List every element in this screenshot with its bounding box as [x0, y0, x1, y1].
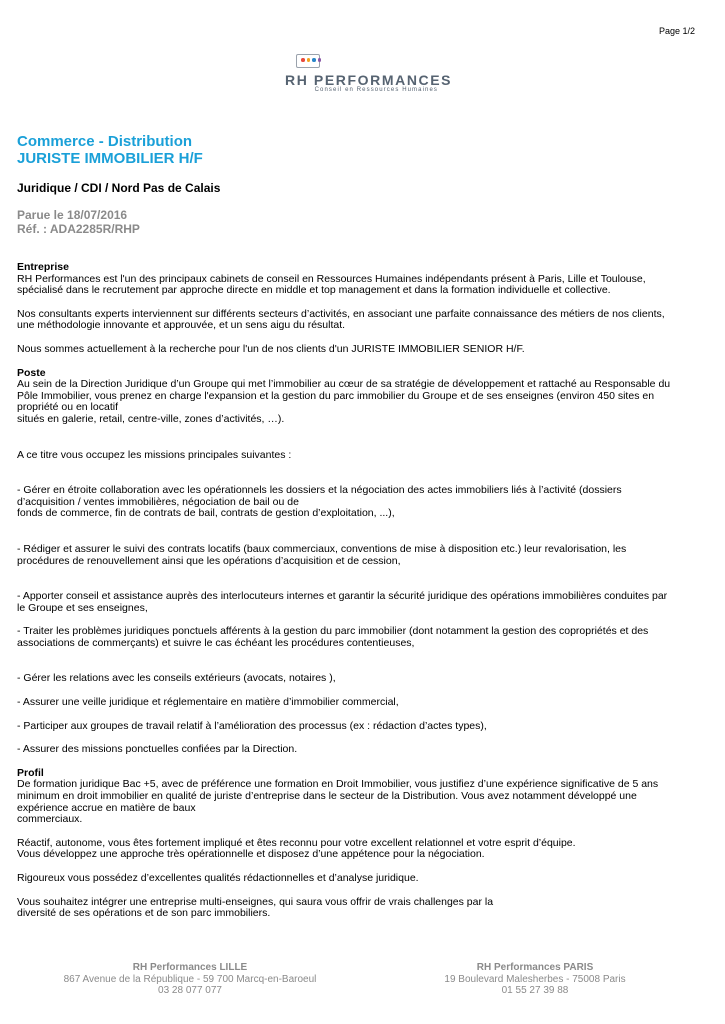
job-sector: Commerce - Distribution — [17, 133, 193, 150]
footer-office-paris — [420, 962, 650, 997]
logo-dot — [301, 58, 305, 62]
page-number: Page 1/2 — [658, 26, 695, 36]
logo-dot — [318, 58, 322, 62]
paragraph: Nos consultants experts interviennent sur différents secteurs d’activités, en associant une parfaite connaissance des métiers de nos clients, une méthodologie innovante et approuvée, et un sens aigu du résultat. — [17, 307, 665, 332]
paragraph: - Assurer une veille juridique et réglementaire en matière d’immobilier commercial, — [17, 696, 399, 709]
paragraph: De formation juridique Bac +5, avec de préférence une formation en Droit Immobilier, vous justifiez d’une expérience significative de 5 ans minimum en droit immobilier en qualité de juriste d’entreprise dans le secteur de la Distribution. Vous avez notamment développé une expérience accrue en matière de baux commerciaux. — [17, 778, 659, 826]
paragraph: - Rédiger et assurer le suivi des contrats locatifs (baux commerciaux, conventions de mise à disposition etc.) leur revalorisation, les procédures de renouvellement ainsi que les opérations d’acquisition et de cession, — [17, 542, 627, 567]
job-title: JURISTE IMMOBILIER H/F — [17, 150, 203, 167]
paragraph: Nous sommes actuellement à la recherche pour l'un de nos clients d'un JURISTE IMMOBILIER SENIOR H/F. — [17, 342, 525, 355]
section-heading: Poste — [17, 366, 46, 379]
paragraph: Au sein de la Direction Juridique d’un Groupe qui met l’immobilier au cœur de sa stratégie de développement et rattaché au Responsable du Pôle Immobilier, vous prenez en charge l'expansion et la gestion du parc immobilier du Groupe et de ses enseignes (environ 450 sites en propriété ou en locatif situés en galerie, retail, centre-ville, zones d’activités, …). — [17, 378, 671, 425]
paragraph: - Apporter conseil et assistance auprès des interlocuteurs internes et garantir la sécurité juridique des opérations immobilières conduites par le Groupe et ses enseignes, — [17, 590, 668, 614]
paragraph: A ce titre vous occupez les missions principales suivantes : — [17, 448, 292, 461]
office-address: 19 Boulevard Malesherbes - 75008 Paris — [444, 973, 626, 985]
office-phone: 01 55 27 39 88 — [501, 985, 569, 996]
paragraph: - Gérer en étroite collaboration avec les opérationnels les dossiers et la négociation des actes immobiliers liés à l’activité (dossiers d’acquisition / ventes immobilières, négociation de bail ou de fonds de commerce, fin de contrats de bail, contrats de gestion d’exploitation, ...), — [17, 484, 622, 520]
office-name: RH Performances LILLE — [132, 962, 248, 973]
paragraph: - Gérer les relations avec les conseils extérieurs (avocats, notaires ), — [17, 672, 336, 685]
job-meta — [17, 208, 703, 236]
logo-dot — [312, 58, 316, 62]
job-reference: Réf. : ADA2285R/RHP — [17, 222, 140, 236]
job-subtitle: Juridique / CDI / Nord Pas de Calais — [17, 181, 221, 195]
paragraph: RH Performances est l'un des principaux cabinets de conseil en Ressources Humaines indépendants présent à Paris, Lille et Toulouse, spécialisé dans le recrutement par approche directe en middle et top management et dans la formation individuelle et collective. — [17, 272, 646, 297]
company-logo — [285, 54, 453, 98]
logo-dot — [307, 58, 311, 62]
job-description — [17, 262, 703, 920]
office-name: RH Performances PARIS — [476, 962, 594, 973]
paragraph: Vous souhaitez intégrer une entreprise multi-enseignes, qui saura vous offrir de vrais challenges par la diversité de ses opérations et de son parc immobiliers. — [17, 895, 494, 920]
section-heading: Profil — [17, 766, 44, 779]
logo-brand: RH PERFORMANCES — [285, 72, 453, 88]
paragraph: Réactif, autonome, vous êtes fortement impliqué et êtes reconnu pour votre excellent relationnel et votre esprit d’équipe. Vous développez une approche très opérationnelle et disposez d’une appétence pour la négociation. — [17, 836, 576, 861]
section-heading: Entreprise — [17, 261, 69, 273]
office-address: 867 Avenue de la République - 59 700 Marcq-en-Baroeul — [63, 973, 317, 985]
footer-office-lille — [40, 962, 340, 997]
logo-tagline: Conseil en Ressources Humaines — [314, 87, 438, 93]
paragraph: - Traiter les problèmes juridiques ponctuels afférents à la gestion du parc immobilier (dont notamment la gestion des copropriétés et des associations de commerçants) et suivre le cas échéant les procédures contentieuses, — [17, 625, 649, 649]
paragraph: - Participer aux groupes de travail relatif à l’amélioration des processus (ex : rédaction d’actes types), — [17, 719, 487, 732]
job-offer — [17, 133, 703, 920]
logo-bracket-icon — [296, 54, 320, 68]
paragraph: Rigoureux vous possédez d’excellentes qualités rédactionnelles et d’analyse juridique. — [17, 872, 419, 884]
office-phone: 03 28 077 077 — [158, 985, 222, 996]
paragraph: - Assurer des missions ponctuelles confiées par la Direction. — [17, 743, 298, 756]
publication-date: Parue le 18/07/2016 — [17, 208, 128, 222]
